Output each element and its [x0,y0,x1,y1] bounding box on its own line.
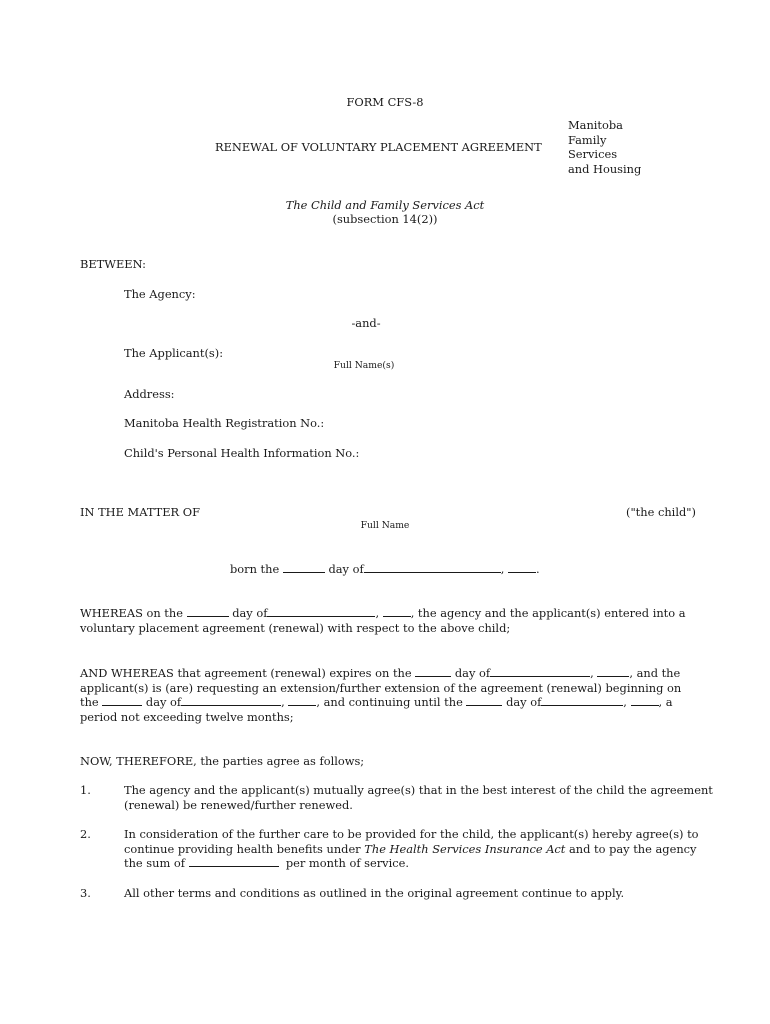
agreement-month-blank[interactable] [267,606,375,617]
act-name: The Child and Family Services Act [285,198,485,212]
birth-year-blank[interactable] [508,562,536,573]
comma: , [375,606,380,620]
item-text: continue providing health benefits under [124,841,361,856]
and-whereas-text: AND WHEREAS that agreement (renewal) expires on the [80,666,412,680]
expiry-year-blank[interactable] [597,666,629,677]
extension-end-month-blank[interactable] [541,695,623,706]
agreement-year-blank[interactable] [383,606,411,617]
item-number: 3. [80,886,91,900]
and-whereas-line-2: applicant(s) is (are) requesting an extension/further extension of the agreement (renewal) beginning on [80,680,682,695]
agreement-item [124,827,699,871]
department-line: Manitoba [568,118,623,132]
item-line: (renewal) be renewed/further renewed. [124,797,353,812]
item-line [124,841,697,857]
applicants-label: The Applicant(s): [124,346,224,360]
day-of-text: day of [145,695,182,709]
act-subsection: (subsection 14(2)) [332,212,438,226]
extension-end-day-blank[interactable] [466,695,502,706]
department-line: and Housing [568,161,642,176]
expiry-day-blank[interactable] [415,666,451,677]
item-line: All other terms and conditions as outlined in the original agreement continue to apply. [124,886,625,900]
day-of-text: day of [232,606,268,620]
act-reference: The Health Services Insurance Act [364,841,566,856]
and-whereas-line-1 [80,666,692,681]
comma: , [623,695,627,709]
child-full-name-caption: Full Name [360,520,410,531]
form-id: FORM CFS-8 [346,95,424,109]
whereas-line-1 [80,606,692,621]
whereas-text: , the agency and the applicant(s) entered into a [410,606,686,620]
agreement-item [124,886,692,901]
and-separator: -and- [351,316,381,330]
department-line: Family [568,132,607,147]
item-text: and to pay the agency [569,841,697,856]
whereas-text: WHEREAS on the [80,606,183,620]
comma: , [500,562,505,576]
monthly-sum-blank[interactable] [189,856,279,867]
day-of-text: day of [454,666,491,680]
the-child-label: ("the child") [626,505,696,519]
extension-end-year-blank[interactable] [631,695,659,706]
agreement-item [124,783,713,812]
form-title: RENEWAL OF VOLUNTARY PLACEMENT AGREEMENT [215,140,542,154]
and-whereas-text: , and continuing until the [316,695,463,709]
birth-day-blank[interactable] [283,562,325,573]
item-text: the sum of [124,856,185,870]
health-registration-label: Manitoba Health Registration No.: [124,416,325,430]
day-of-text: day of [328,562,364,576]
and-whereas-text: , a [658,695,673,709]
and-whereas-line-4: period not exceeding twelve months; [80,709,294,724]
item-line: The agency and the applicant(s) mutually agree(s) that in the best interest of the child the agreement [124,783,713,797]
child-phin-label: Child's Personal Health Information No.: [124,446,360,460]
in-the-matter-label: IN THE MATTER OF [80,505,200,519]
department-name [568,118,641,176]
extension-start-month-blank[interactable] [181,695,281,706]
department-line: Services [568,147,618,161]
comma: , [590,666,594,680]
full-names-caption: Full Name(s) [333,360,395,371]
item-line [124,856,692,871]
expiry-month-blank[interactable] [490,666,590,677]
comma: , [281,695,285,709]
address-label: Address: [124,387,175,401]
and-whereas-text: , and the [629,666,681,680]
item-line: In consideration of the further care to be provided for the child, the applicant(s) hereby agree(s) to [124,827,699,841]
and-whereas-line-3 [80,695,692,710]
and-whereas-text: the [80,695,99,709]
item-number: 2. [80,827,91,841]
whereas-paragraph [80,606,692,635]
birth-date-line [230,562,540,577]
item-text: per month of service. [285,856,410,870]
whereas-line-2: voluntary placement agreement (renewal) with respect to the above child; [80,620,511,635]
item-number: 1. [80,783,91,797]
agreement-day-blank[interactable] [187,606,229,617]
born-the-text: born the [230,562,280,576]
now-therefore-text: NOW, THEREFORE, the parties agree as follows; [80,754,365,768]
and-whereas-paragraph [80,666,692,724]
extension-start-year-blank[interactable] [288,695,316,706]
period: . [535,562,540,576]
extension-start-day-blank[interactable] [102,695,142,706]
day-of-text: day of [506,695,542,709]
between-label: BETWEEN: [80,257,147,271]
agency-label: The Agency: [124,287,196,301]
birth-month-blank[interactable] [364,562,501,573]
